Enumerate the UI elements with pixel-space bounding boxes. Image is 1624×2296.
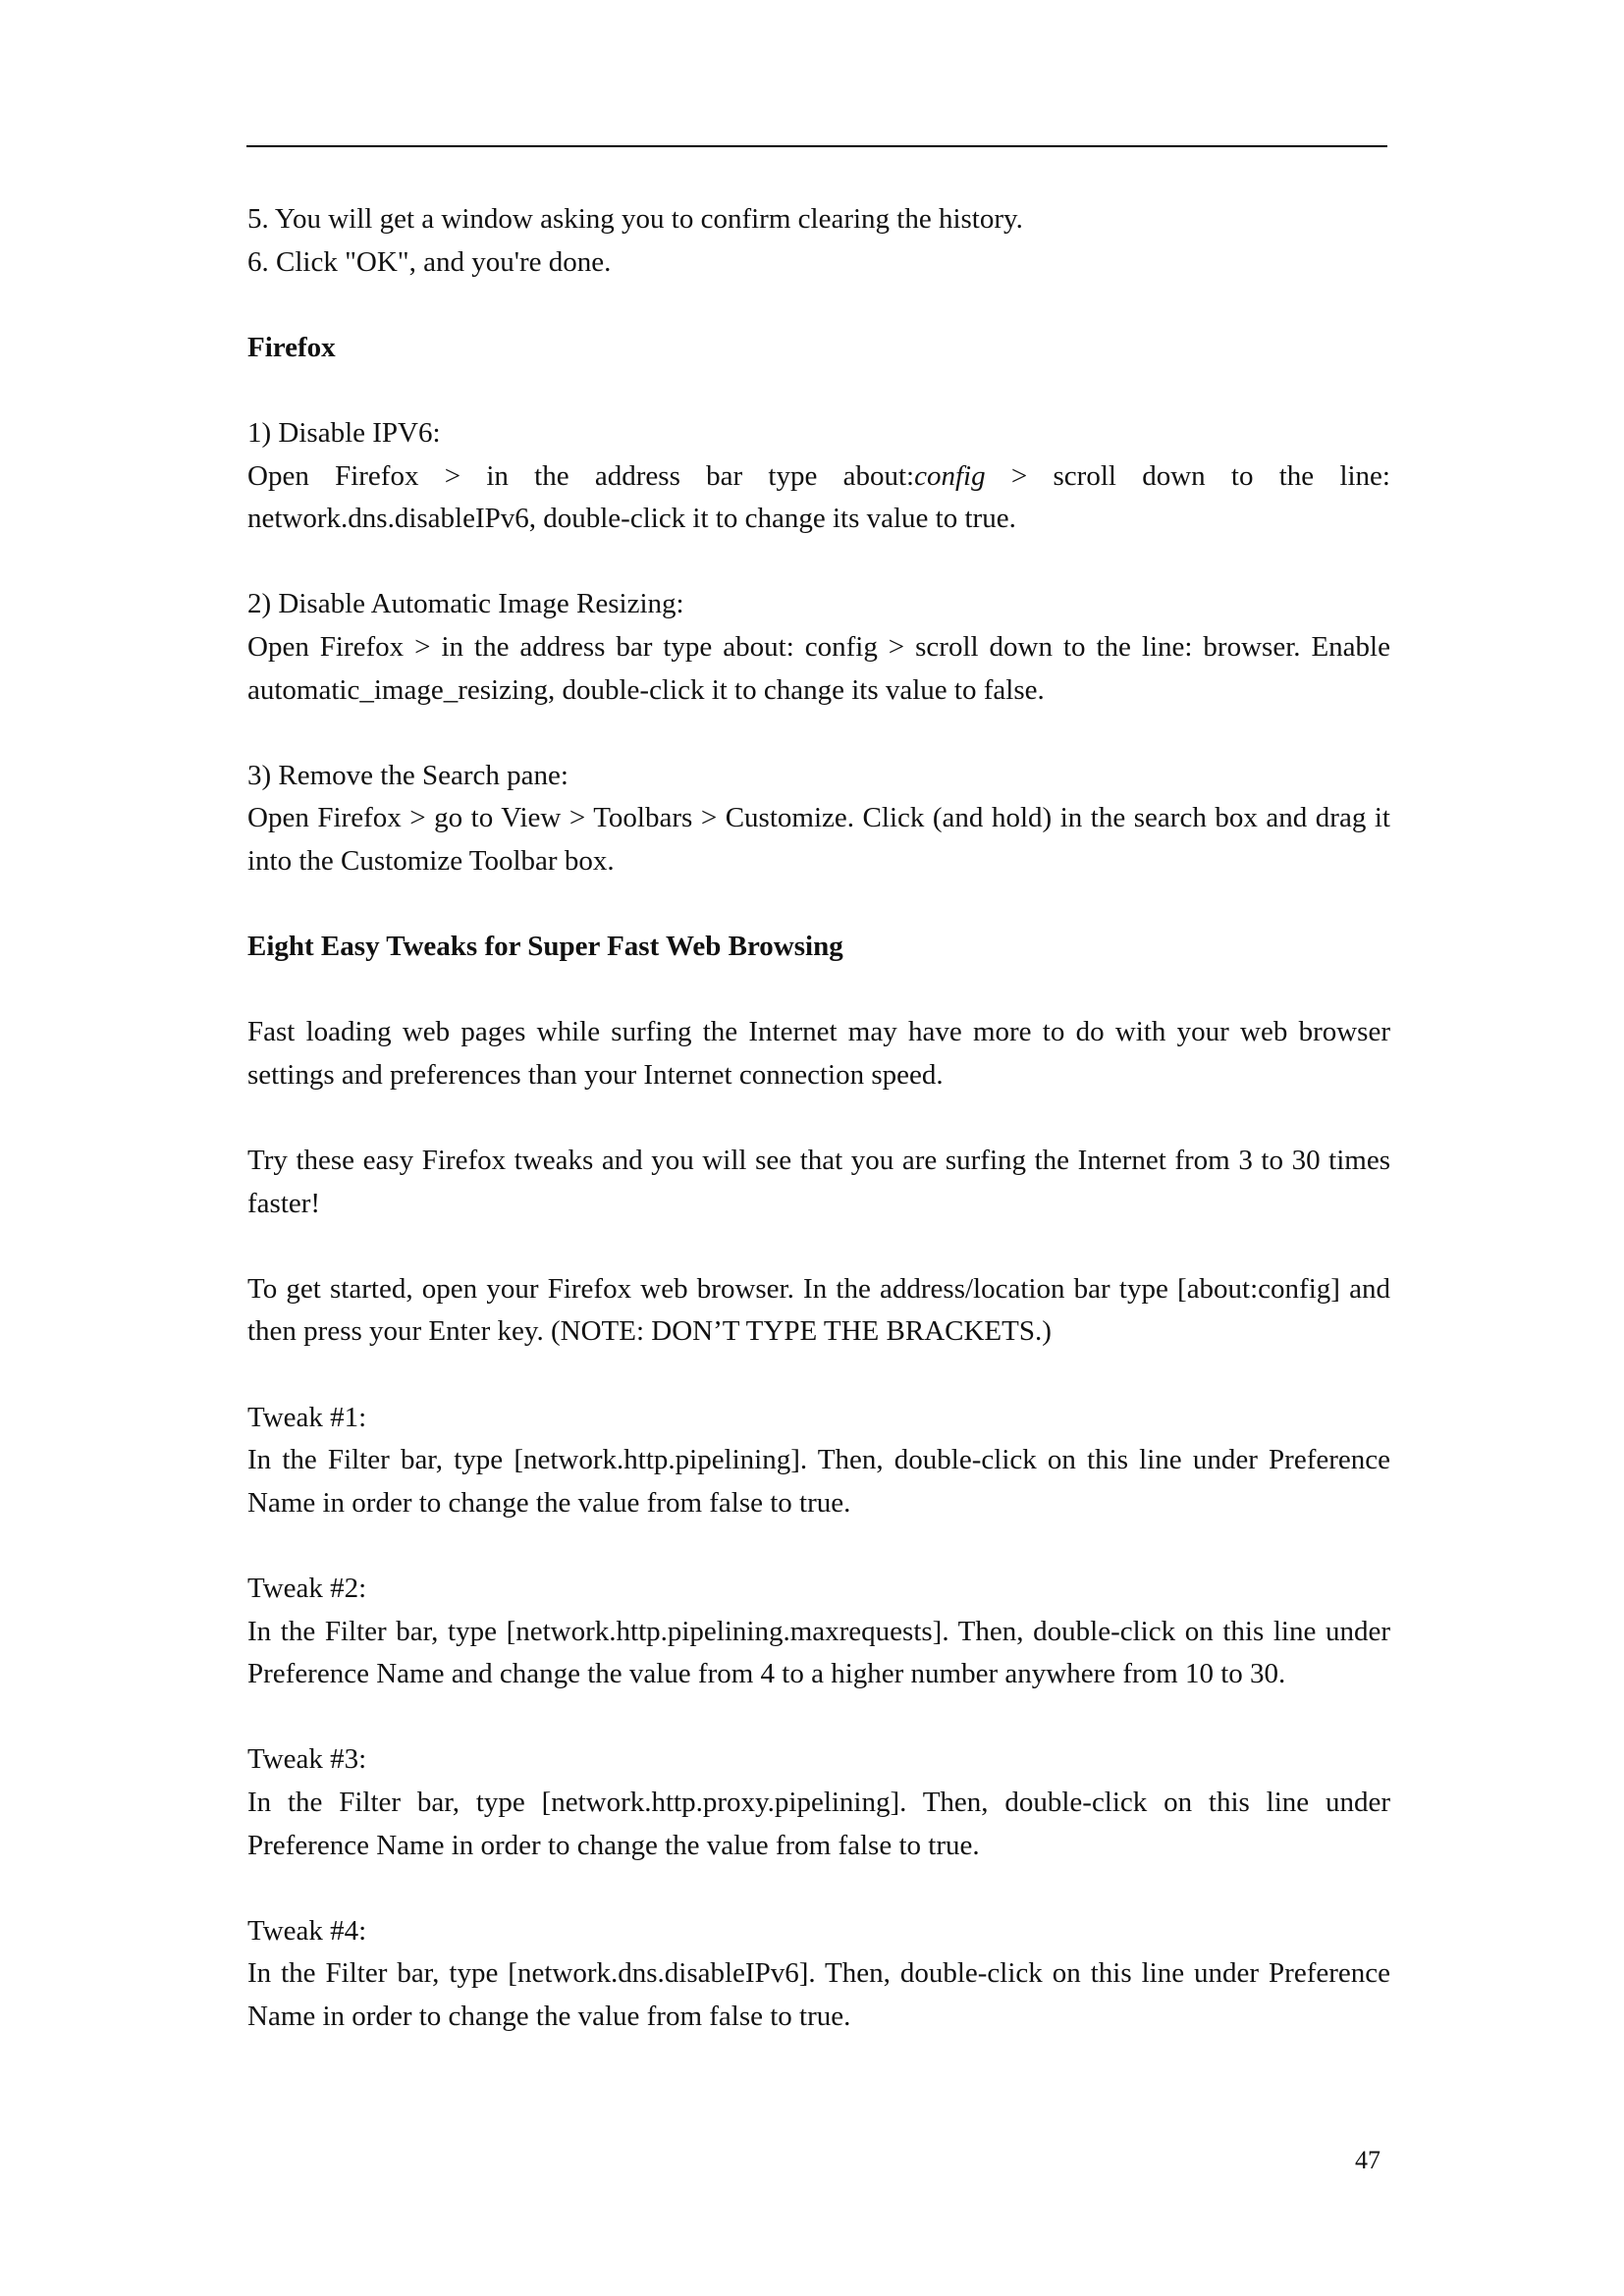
- tweak-2-title: Tweak #2:: [247, 1573, 367, 1604]
- step-6-text: 6. Click "OK", and you're done.: [247, 245, 612, 278]
- ipv6-text-c: > scroll down to the line:: [985, 459, 1390, 492]
- tweak-2-line-2: Preference Name and change the value from 4 to a higher number anywhere from 10 to 30.: [247, 1658, 1286, 1690]
- ipv6-paragraph-line-1: [247, 455, 1390, 499]
- tweak-1-title: Tweak #1:: [247, 1401, 367, 1433]
- try-paragraph-line-1: Try these easy Firefox tweaks and you will see that you are surfing the Internet from 3 to 30 times: [247, 1145, 1390, 1177]
- tweak-4-line-1: In the Filter bar, type [network.dns.disableIPv6]. Then, double-click on this line under Preference: [247, 1957, 1390, 1990]
- intro-paragraph-line-1: Fast loading web pages while surfing the Internet may have more to do with your web browser: [247, 1016, 1390, 1048]
- tweak-3-line-1: In the Filter bar, type [network.http.proxy.pipelining]. Then, double-click on this line under: [247, 1786, 1390, 1818]
- search-title: 3) Remove the Search pane:: [247, 759, 568, 791]
- ipv6-title: 1) Disable IPV6:: [247, 416, 441, 449]
- step-5-text: 5. You will get a window asking you to confirm clearing the history.: [247, 203, 1023, 235]
- header-rule: [246, 145, 1387, 147]
- try-paragraph-line-2: faster!: [247, 1187, 321, 1219]
- ipv6-text-a: Open Firefox > in the address bar type about:: [247, 459, 915, 492]
- tweak-1-line-1: In the Filter bar, type [network.http.pipelining]. Then, double-click on this line under Preference: [247, 1444, 1390, 1476]
- tweak-3-line-2: Preference Name in order to change the value from false to true.: [247, 1829, 980, 1861]
- document-body: [247, 198, 1390, 2039]
- resize-paragraph-line-2: automatic_image_resizing, double-click it to change its value to false.: [247, 673, 1045, 706]
- resize-paragraph-line-1: Open Firefox > in the address bar type about: config > scroll down to the line: browser. Enable: [247, 630, 1390, 663]
- resize-title: 2) Disable Automatic Image Resizing:: [247, 588, 684, 620]
- tweak-2-line-1: In the Filter bar, type [network.http.pipelining.maxrequests]. Then, double-click on this line under: [247, 1615, 1390, 1647]
- firefox-heading: Firefox: [247, 331, 336, 363]
- intro-paragraph-line-2: settings and preferences than your Internet connection speed.: [247, 1058, 944, 1091]
- tweak-4-line-2: Name in order to change the value from false to true.: [247, 2000, 851, 2032]
- ipv6-config-italic: config: [914, 459, 986, 492]
- search-paragraph-line-2: into the Customize Toolbar box.: [247, 844, 615, 877]
- tweak-1-line-2: Name in order to change the value from false to true.: [247, 1486, 851, 1519]
- page-number: 47: [1355, 2146, 1380, 2174]
- search-paragraph-line-1: Open Firefox > go to View > Toolbars > Customize. Click (and hold) in the search box and drag it: [247, 802, 1390, 834]
- tweak-3-title: Tweak #3:: [247, 1743, 367, 1776]
- tweak-4-title: Tweak #4:: [247, 1914, 367, 1947]
- ipv6-paragraph-line-2: network.dns.disableIPv6, double-click it to change its value to true.: [247, 503, 1016, 535]
- tweaks-heading: Eight Easy Tweaks for Super Fast Web Browsing: [247, 931, 843, 963]
- start-paragraph-line-1: To get started, open your Firefox web browser. In the address/location bar type [about:config] and: [247, 1272, 1390, 1305]
- start-paragraph-line-2: then press your Enter key. (NOTE: DON’T TYPE THE BRACKETS.): [247, 1315, 1052, 1348]
